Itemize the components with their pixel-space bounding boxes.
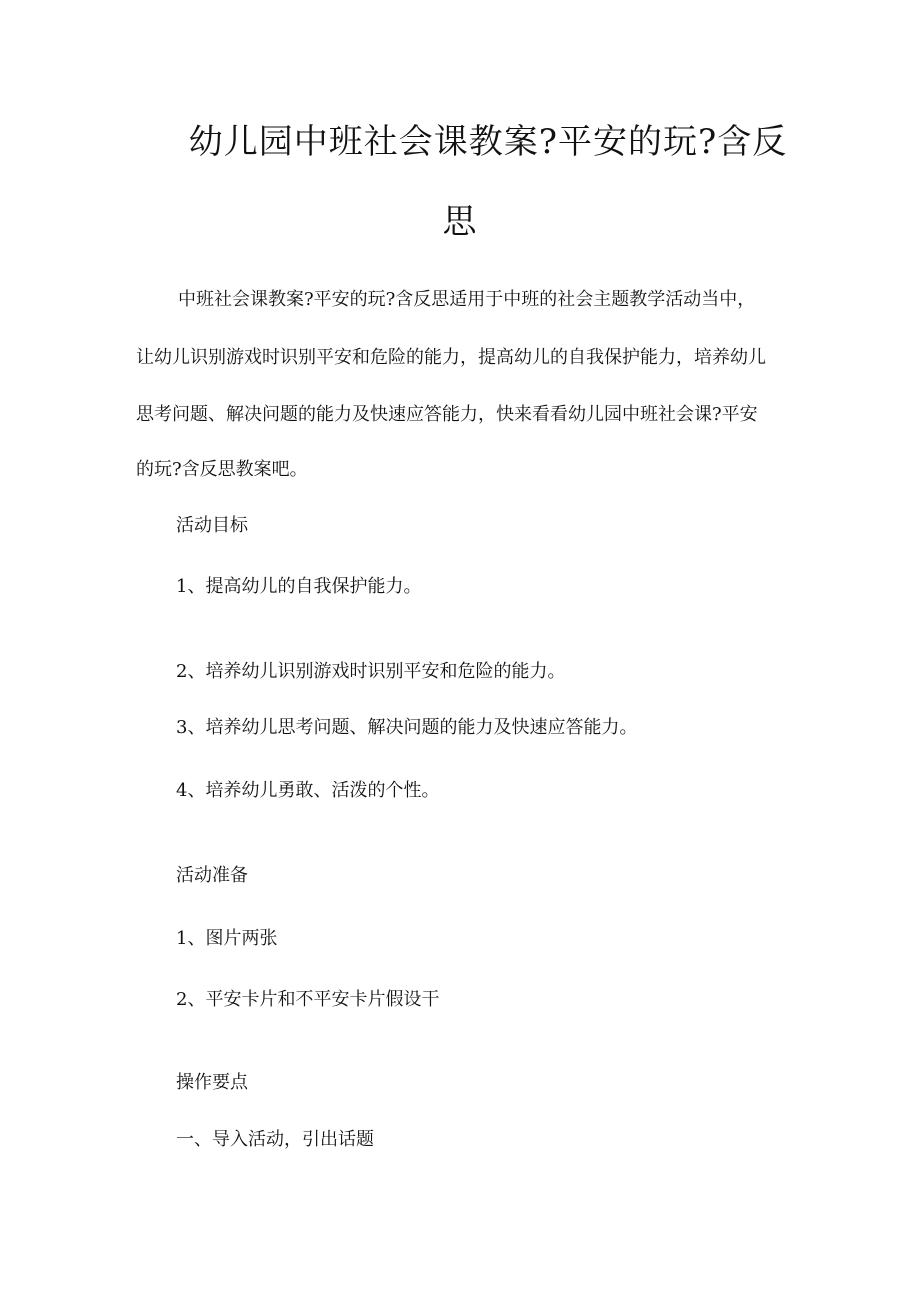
prep-item: 1、图片两张	[176, 928, 278, 949]
intro-line: 思考问题、解决问题的能力及快速应答能力，快来看看幼儿园中班社会课?平安	[136, 404, 758, 425]
goal-item: 3、培养幼儿思考问题、解决问题的能力及快速应答能力。	[176, 717, 638, 738]
document-title-line-1: 幼儿园中班社会课教案?平安的玩?含反	[188, 122, 788, 162]
document-title-line-2: 思	[442, 202, 478, 242]
intro-line: 的玩?含反思教案吧。	[136, 459, 308, 480]
intro-line: 中班社会课教案?平安的玩?含反思适用于中班的社会主题教学活动当中，	[178, 289, 756, 310]
section-heading-prep: 活动准备	[176, 865, 248, 886]
step-item: 一、导入活动，引出话题	[176, 1129, 374, 1150]
prep-item: 2、平安卡片和不平安卡片假设干	[176, 989, 440, 1010]
section-heading-steps: 操作要点	[176, 1072, 248, 1093]
intro-line: 让幼儿识别游戏时识别平安和危险的能力，提高幼儿的自我保护能力，培养幼儿	[136, 347, 766, 368]
goal-item: 4、培养幼儿勇敢、活泼的个性。	[176, 780, 440, 801]
goal-item: 2、培养幼儿识别游戏时识别平安和危险的能力。	[176, 661, 566, 682]
section-heading-goals: 活动目标	[176, 515, 248, 536]
goal-item: 1、提高幼儿的自我保护能力。	[176, 576, 422, 597]
